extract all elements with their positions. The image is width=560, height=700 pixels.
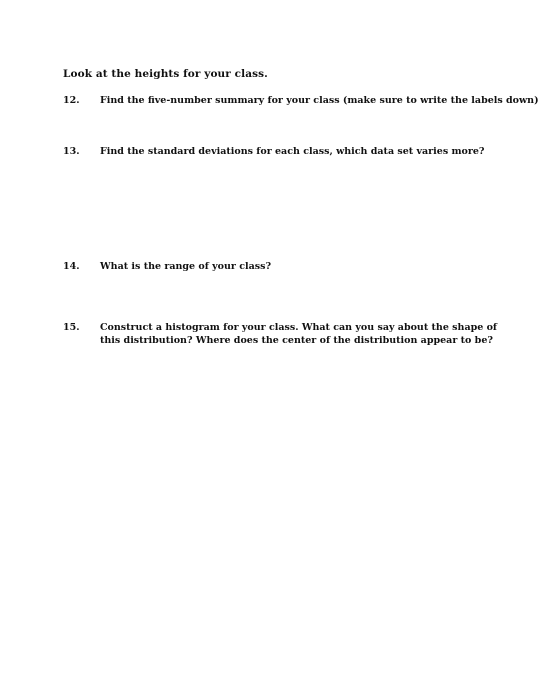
question-number: 14. xyxy=(63,261,80,272)
question-text: Construct a histogram for your class. What can you say about the shape of this distribution? Where does the center of the distribution appear to be? xyxy=(100,322,498,346)
question-text: Find the standard deviations for each class, which data set varies more? xyxy=(100,146,485,157)
question-text: Find the five-number summary for your class (make sure to write the labels down) xyxy=(100,95,539,106)
question-number: 13. xyxy=(63,146,80,157)
section-heading: Look at the heights for your class. xyxy=(63,68,268,80)
question-number: 15. xyxy=(63,322,80,333)
question-text: What is the range of your class? xyxy=(100,261,272,272)
question-number: 12. xyxy=(63,95,80,106)
